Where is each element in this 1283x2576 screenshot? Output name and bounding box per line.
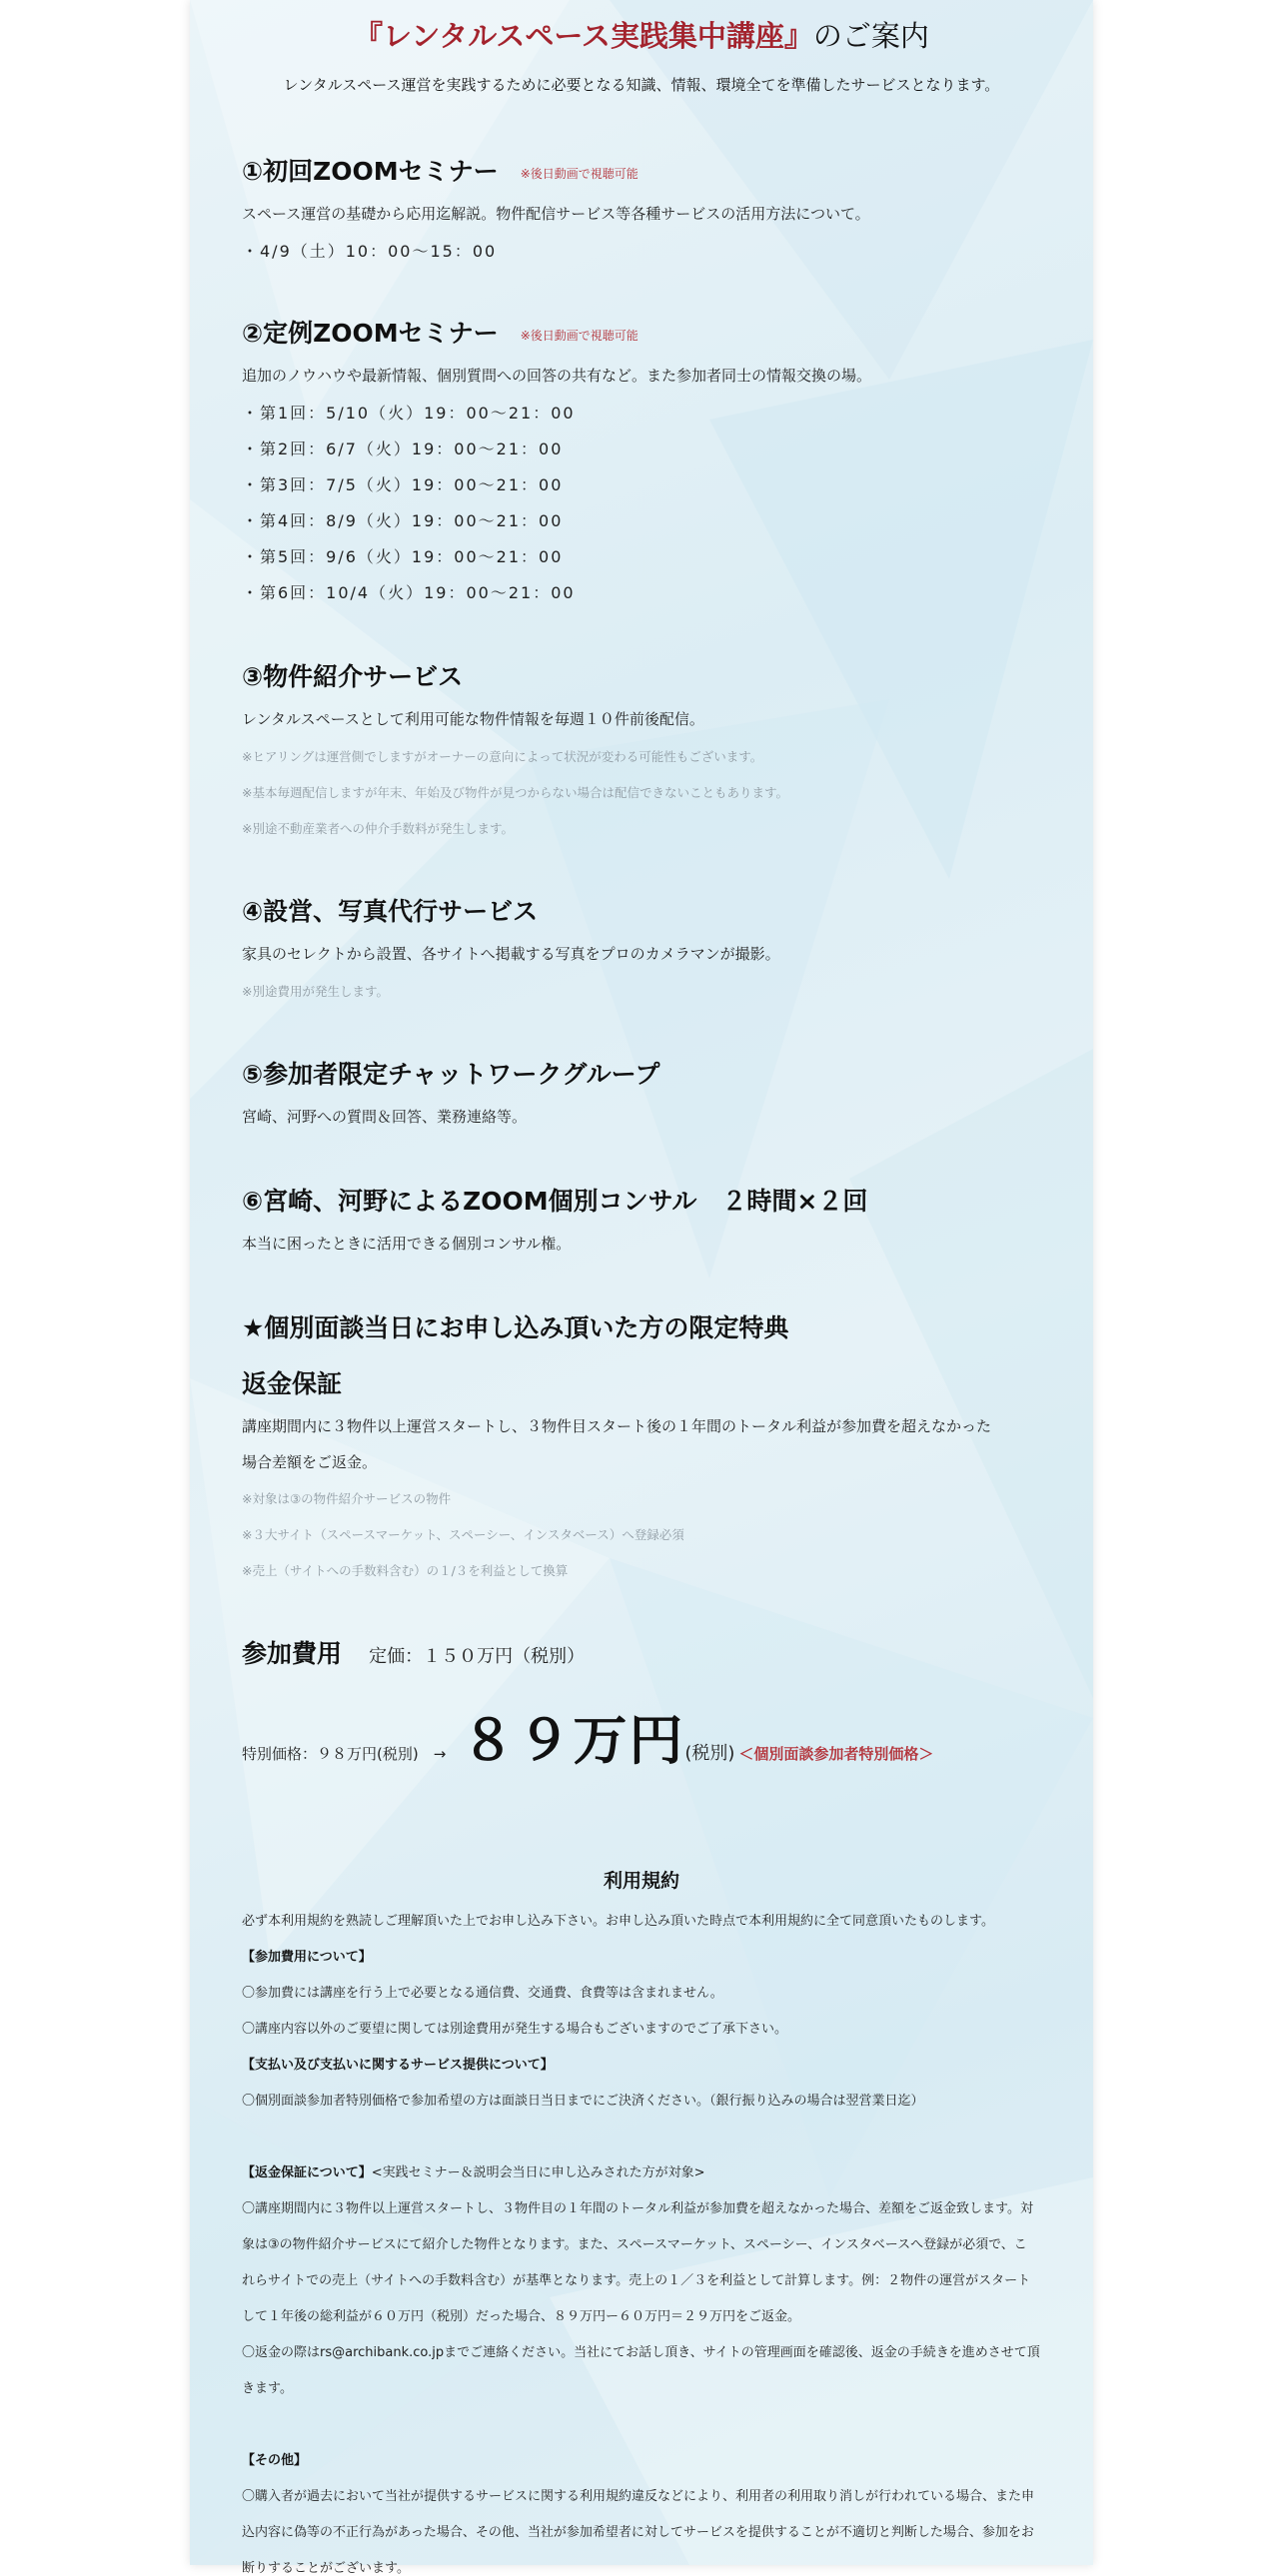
terms-payment-heading: 【支払い及び支払いに関するサービス提供について】 (242, 2058, 554, 2073)
section2-heading (242, 314, 639, 350)
section2-date-5: ・第5回：9/6（火）19：00〜21：00 (242, 547, 564, 566)
section2-date-1: ・第1回：5/10（火）19：00〜21：00 (242, 404, 576, 423)
section1-heading (242, 152, 639, 188)
terms-refund-line-6: きます。 (242, 2381, 293, 2396)
section5-desc: 宮崎、河野への質問＆回答、業務連絡等。 (242, 1108, 528, 1126)
bonus-note-1: ※対象は③の物件紹介サービスの物件 (242, 1491, 452, 1506)
terms-refund-heading-row (242, 2161, 705, 2180)
fee-heading: 参加費用 (242, 1639, 343, 1668)
section3-desc: レンタルスペースとして利用可能な物件情報を毎週１０件前後配信。 (242, 710, 704, 728)
terms-other-line-2: 込内容に偽等の不正行為があった場合、その他、当社が参加希望者に対してサービスを提供することが不適切と判断した場合、参加をお (242, 2525, 1034, 2540)
terms-refund-heading-note: <実践セミナー＆説明会当日に申し込みされた方が対象> (371, 2165, 705, 2180)
terms-refund-line-4: して１年後の総利益が６０万円（税別）だった場合、８９万円ー６０万円＝２９万円をご返金。 (242, 2309, 801, 2324)
special-price-note: ＜個別面談参加者特別価格＞ (738, 1745, 934, 1763)
special-price-label: 特別価格：９８万円(税別) → (242, 1745, 447, 1763)
section4-desc: 家具のセレクトから設置、各サイトへ掲載する写真をプロのカメラマンが撮影。 (242, 945, 780, 963)
terms-fee-line-2: 〇講座内容以外のご要望に関しては別途費用が発生する場合もございますのでご了承下さい。 (242, 2022, 788, 2037)
terms-refund-line-3: れらサイトでの売上（サイトへの手数料含む）が基準となります。売上の１／３を利益として計算します。例：２物件の運営がスタート (242, 2273, 1031, 2288)
section1-title: ①初回ZOOMセミナー (242, 157, 499, 186)
intro-text: レンタルスペース運営を実践するために必要となる知識、情報、環境全てを準備したサービスとなります。 (283, 76, 1000, 94)
section2-desc: 追加のノウハウや最新情報、個別質問への回答の共有など。また参加者同士の情報交換の場。 (242, 367, 872, 385)
section2-date-2: ・第2回：6/7（火）19：00〜21：00 (242, 439, 564, 458)
special-price-row (242, 1698, 933, 1775)
refund-guarantee-heading: 返金保証 (242, 1369, 343, 1398)
terms-other-line-1: 〇購入者が過去において当社が提供するサービスに関する利用規約違反などにより、利用者の利用取り消しが行われている場合、また申 (242, 2489, 1035, 2504)
section6-heading: ⑥宮崎、河野によるZOOM個別コンサル ２時間×２回 (242, 1187, 868, 1216)
section1-video-note: ※後日動画で視聴可能 (520, 166, 639, 181)
section2-title: ②定例ZOOMセミナー (242, 319, 499, 348)
section3-note-3: ※別途不動産業者への仲介手数料が発生します。 (242, 821, 514, 836)
terms-other-heading: 【その他】 (242, 2453, 308, 2468)
terms-fee-heading: 【参加費用について】 (242, 1950, 372, 1965)
section3-note-1: ※ヒアリングは運営側でしますがオーナーの意向によって状況が変わる可能性もございます。 (242, 749, 763, 764)
terms-refund-line-5: 〇返金の際はrs@archibank.co.jpまでご連絡ください。当社にてお話し頂き、サイトの管理画面を確認後、返金の手続きを進めさせて頂 (242, 2345, 1040, 2360)
section5-heading: ⑤参加者限定チャットワークグループ (242, 1060, 660, 1089)
section3-note-2: ※基本毎週配信しますが年末、年始及び物件が見つからない場合は配信できないこともあります。 (242, 785, 788, 800)
page-title (242, 14, 1041, 55)
section2-video-note: ※後日動画で視聴可能 (520, 328, 639, 343)
terms-refund-heading: 【返金保証について】 (242, 2165, 372, 2180)
terms-refund-line-1: 〇講座期間内に３物件以上運営スタートし、３物件目の１年間のトータル利益が参加費を超えなかった場合、差額をご返金致します。対 (242, 2201, 1033, 2216)
section2-date-4: ・第4回：8/9（火）19：00〜21：00 (242, 511, 564, 530)
title-suffix: のご案内 (812, 19, 929, 53)
section4-heading: ④設営、写真代行サービス (242, 897, 539, 926)
document-page (190, 0, 1093, 2576)
bonus-desc-line-1: 講座期間内に３物件以上運営スタートし、３物件目スタート後の１年間のトータル利益が参加費を超えなかった (242, 1417, 992, 1435)
terms-lead: 必ず本利用規約を熟読しご理解頂いた上でお申し込み下さい。お申し込み頂いた時点で本利用規約に全て同意頂いたものします。 (242, 1914, 994, 1929)
terms-other-line-3: 断りすることがございます。 (242, 2561, 410, 2576)
bonus-note-3: ※売上（サイトへの手数料含む）の１/３を利益として換算 (242, 1563, 569, 1578)
terms-payment-line: 〇個別面談参加者特別価格で参加希望の方は面談日当日までにご決済ください。（銀行振り込みの場合は翌営業日迄） (242, 2094, 924, 2109)
section2-date-6: ・第6回：10/4（火）19：00〜21：00 (242, 583, 576, 602)
section2-date-3: ・第3回：7/5（火）19：00〜21：00 (242, 475, 564, 494)
bonus-desc-line-2: 場合差額をご返金。 (242, 1453, 378, 1471)
special-price-tax: (税別) (684, 1743, 735, 1764)
bonus-heading: ★個別面談当日にお申し込み頂いた方の限定特典 (242, 1313, 789, 1342)
fee-list-price: 定価：１５０万円（税別） (369, 1646, 586, 1667)
section4-note: ※別途費用が発生します。 (242, 984, 389, 999)
special-price-amount: ８９万円 (461, 1709, 685, 1772)
section1-date: ・4/9（土）10：00〜15：00 (242, 242, 498, 261)
section1-desc: スペース運営の基礎から応用迄解説。物件配信サービス等各種サービスの活用方法について。 (242, 205, 870, 223)
bonus-note-2: ※３大サイト（スペースマーケット、スペーシー、インスタベース）へ登録必須 (242, 1527, 684, 1542)
title-red: 『レンタルスペース実践集中講座』 (354, 19, 813, 53)
terms-title: 利用規約 (603, 1870, 679, 1892)
terms-fee-line-1: 〇参加費には講座を行う上で必要となる通信費、交通費、食費等は含まれません。 (242, 1986, 723, 2001)
fee-row (242, 1634, 585, 1670)
terms-refund-line-2: 象は③の物件紹介サービスにて紹介した物件となります。また、スペースマーケット、スペーシー、インスタベースへ登録が必須で、こ (242, 2237, 1027, 2252)
section6-desc: 本当に困ったときに活用できる個別コンサル権。 (242, 1235, 572, 1253)
section3-heading: ③物件紹介サービス (242, 662, 464, 691)
